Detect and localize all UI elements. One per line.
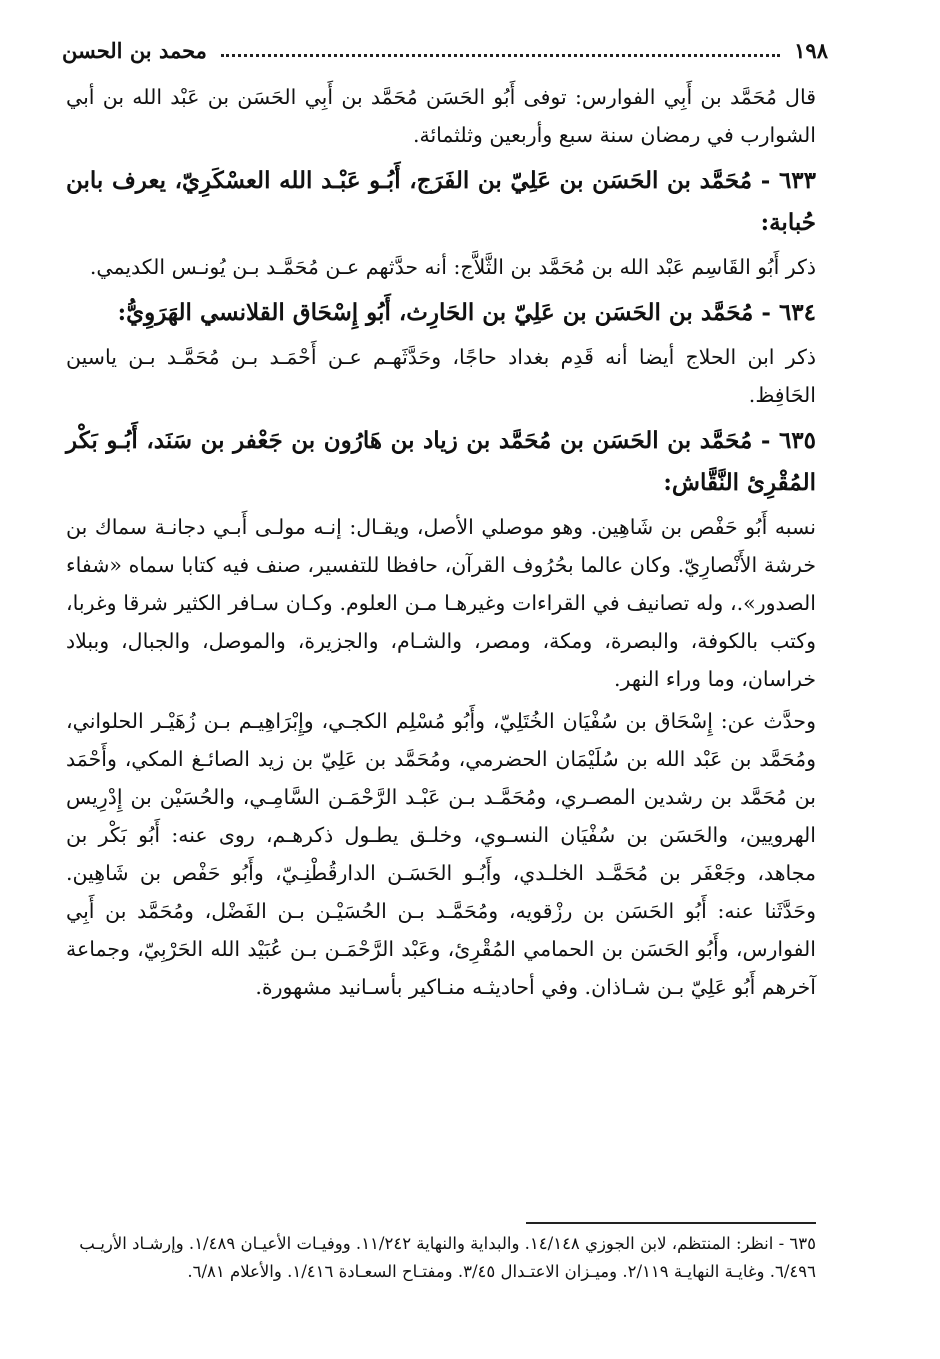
running-title: محمد بن الحسن <box>62 37 207 63</box>
page-number: ١٩٨ <box>794 37 828 63</box>
paragraph-635-biography: نسبه أَبُو حَفْص بن شَاهِين. وهو موصلي الأصل، ويقـال: إنـه مولـى أَبـي دجانـة سماك بن خرشة الأَنْصارِيّ. وكان عالما بحُرُوف القرآن، حافظا للتفسير، صنف فيه كتابا سماه «شفاء الصدور».، وله تصانيف في القراءات وغيرهـا مـن العلوم. وكـان سـافر الكثير شرقا وغربا، وكتب بالكوفة، والبصرة، ومكة، ومصر، والشـام، والجزيرة، والموصل، والجبال، وببلاد خراسان، وما وراء النهر. <box>66 515 816 691</box>
paragraph-634: ذكر ابن الحلاج أيضا أنه قَدِم بغداد حاجًا، وحَدَّثَهـم عـن أَحْمَـد بـن مُحَمَّـد بـن ياسين الحَافِظ. <box>66 345 816 407</box>
footnote-separator <box>526 1222 816 1224</box>
paragraph-635-narrators: وحدَّث عن: إِسْحَاق بن سُفْيَان الخُتَلِيّ، وأَبُو مُسْلِم الكجـي، وإِبْرَاهِيـم بـن زُهَيْـر الحلواني، ومُحَمَّد بن عَبْد الله بن سُلَيْمَان الحضرمي، ومُحَمَّد بن عَلِيّ بن زيد الصائـغ المكي، وأَحْمَد بن مُحَمَّد بن رشدين المصـري، ومُحَمَّـد بـن عَبْـد الرَّحْمَـن السَّامِـي، والحُسَيْن بن إِدْرِيس الهرويين، والحَسَن بن سُفْيَان النسـوي، وخلـق يطـول ذكرهـم، روى عنه: أَبُو بَكْر بن مجاهد، وجَعْفَر بن مُحَمَّـد الخلـدي، وأَبُـو الحَسَـن الدارقُطْنِـيّ، وأَبُو حَفْص بن شَاهِين. وحَدَّثَنا عنه: أَبُو الحَسَن بن رزْقويه، ومُحَمَّـد بـن الحُسَيْـن بـن الفَضْل، ومُحَمَّد بن أَبِي الفوارس، وأَبُو الحَسَن بن الحمامي المُقْرِئ، وعَبْد الرَّحْمَـن بـن عُبَيْد الله الحَرْبِيّ، وجماعة آخرهم أَبُو عَلِيّ بـن شـاذان. وفي أحاديثـه منـاكير بأسـانيد مشهورة. <box>66 709 816 999</box>
entry-heading-634: ٦٣٤ - مُحَمَّد بن الحَسَن بن عَلِيّ بن الحَارِث، أَبُو إِسْحَاق القلانسي الهَرَوِيُّ: <box>117 299 816 326</box>
footnotes <box>66 1230 816 1286</box>
entry-heading-635: ٦٣٥ - مُحَمَّد بن الحَسَن بن مُحَمَّد بن زياد بن هَارُون بن جَعْفر بن سَنَد، أَبُـو بَكْر المُقْرِئ النَّقَّاش: <box>66 427 816 496</box>
page-header <box>62 32 828 68</box>
paragraph-intro: قال مُحَمَّد بن أَبِي الفوارس: توفى أَبُو الحَسَن مُحَمَّد بن أَبِي الحَسَن بن عَبْد الله بن أبي الشوارب في رمضان سنة سبع وأربعين وثلثمائة. <box>66 85 816 147</box>
main-text <box>66 78 816 1010</box>
header-dotted-leader <box>221 54 780 57</box>
entry-heading-633: ٦٣٣ - مُحَمَّد بن الحَسَن بن عَلِيّ بن الفَرَج، أَبُـو عَبْـد الله العسْكَرِيّ، يعرف بابن حُبابة: <box>66 167 816 236</box>
footnote-635: ٦٣٥ - انظر: المنتظم، لابن الجوزي ١٤/١٤٨. والبداية والنهاية ١١/٢٤٢. ووفيـات الأعيـان ١/٤٨٩. وإرشـاد الأريـب ٦/٤٩٦. وغايـة النهايـة ٢/١١٩. وميـزان الاعتـدال ٣/٤٥. ومفتـاح السعـادة ١/٤١٦. والأعلام ٦/٨١. <box>79 1234 816 1281</box>
paragraph-633: ذكر أَبُو القَاسِم عَبْد الله بن مُحَمَّد بن الثَّلاَّج: أنه حدَّثهم عـن مُحَمَّـد بـن يُونـس الكديمي. <box>89 255 816 279</box>
